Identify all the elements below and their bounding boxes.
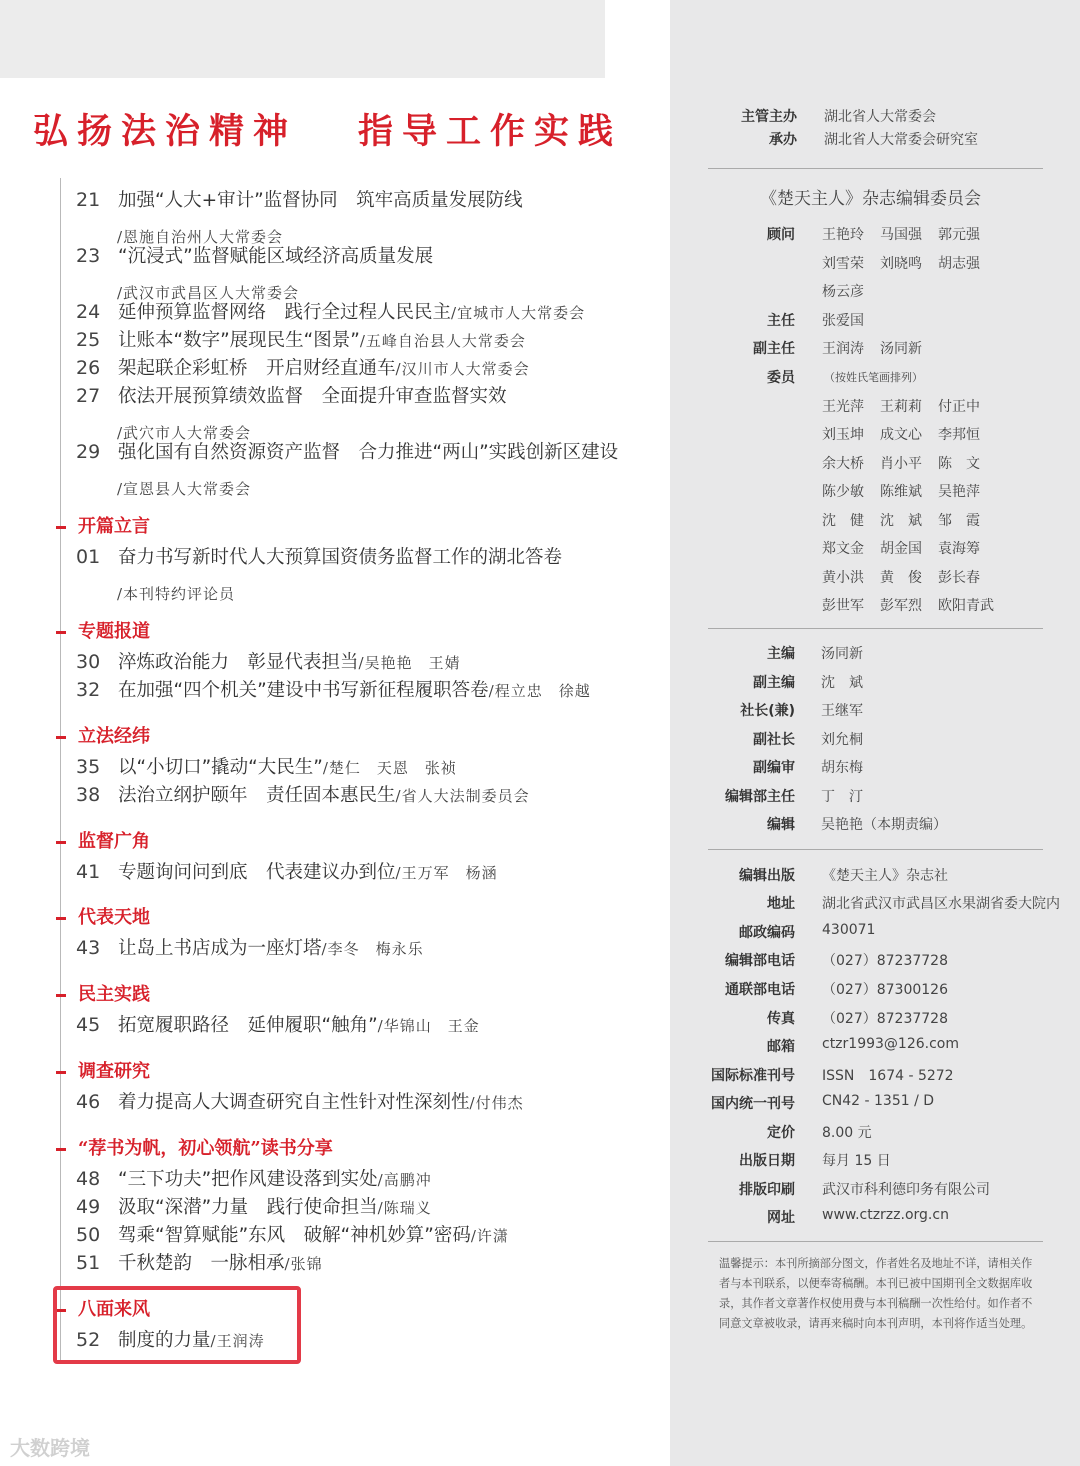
member-name: 黄 俊 [880, 570, 922, 586]
masthead-value: 湖北省武汉市武昌区水果湖省委大院内 [822, 896, 1060, 912]
masthead-value: www.ctzrzz.org.cn [822, 1207, 949, 1223]
section-heading: 调查研究 [78, 1061, 150, 1082]
board-members [822, 253, 996, 273]
toc-entry[interactable] [76, 298, 585, 326]
member-name: 李邦恒 [938, 427, 980, 443]
toc-entry[interactable] [76, 186, 523, 214]
masthead-value: 吴艳艳（本期责编） [821, 817, 947, 833]
toc-title: 拓宽履职路径 延伸履职“触角” [118, 1015, 378, 1036]
member-name: 王润涛 [822, 341, 864, 357]
toc-title: 以“小切口”撬动“大民生” [118, 757, 323, 778]
masthead-value: 胡东梅 [821, 760, 863, 776]
toc-title: 强化国有自然资源资产监督 合力推进“两山”实践创新区建设 [118, 442, 619, 463]
toc-page-number: 27 [76, 385, 101, 407]
member-name: 马国强 [880, 227, 922, 243]
section-divider [708, 628, 1043, 629]
headline-left: 弘扬法治精神 [33, 111, 298, 152]
board-members [822, 310, 880, 330]
masthead-value: 每月 15 日 [822, 1153, 891, 1169]
toc-entry[interactable] [76, 1221, 509, 1249]
masthead-label: 副主编 [753, 675, 795, 691]
section-heading: 监督广角 [78, 831, 150, 852]
board-members [822, 538, 996, 558]
section-heading: 八面来风 [78, 1299, 150, 1320]
toc-source: /楚仁 天恩 张祯 [322, 759, 457, 777]
section-heading: 立法经纬 [78, 726, 150, 747]
toc-page-number: 21 [76, 189, 101, 211]
masthead-value: 湖北省人大常委会研究室 [824, 132, 978, 148]
board-title: 《楚天主人》杂志编辑委员会 [760, 189, 981, 209]
masthead-value: 武汉市科利德印务有限公司 [822, 1182, 990, 1198]
section-heading: 代表天地 [78, 907, 150, 928]
toc-entry[interactable] [76, 1088, 524, 1116]
toc-title: 专题询问问到底 代表建议办到位 [118, 862, 396, 883]
toc-page-number: 46 [76, 1091, 101, 1113]
section-heading: 民主实践 [78, 984, 150, 1005]
toc-source: /许潇 [470, 1227, 509, 1245]
member-name: 刘晓鸣 [880, 256, 922, 272]
toc-title: 淬炼政治能力 彰显代表担当 [118, 652, 359, 673]
member-name: 袁海筹 [938, 541, 980, 557]
member-name: 陈少敏 [822, 484, 864, 500]
toc-source: /宣恩县人大常委会 [117, 480, 252, 498]
masthead-value: （027）87237728 [822, 1011, 948, 1027]
masthead-value: 汤同新 [821, 646, 863, 662]
member-name: 彭长春 [938, 570, 980, 586]
member-name: 肖小平 [880, 456, 922, 472]
member-name: 彭世军 [822, 598, 864, 614]
member-name: 付正中 [938, 399, 980, 415]
masthead-value: 沈 斌 [821, 675, 863, 691]
toc-title: 让岛上书店成为一座灯塔 [118, 938, 322, 959]
toc-source: /陈瑞义 [377, 1199, 432, 1217]
toc-source: /武汉市武昌区人大常委会 [117, 284, 300, 302]
masthead-label: 主任 [767, 313, 795, 329]
toc-entry[interactable] [76, 781, 530, 809]
masthead-label: 主编 [767, 646, 795, 662]
masthead-value: 王继军 [821, 703, 863, 719]
member-name: 王光萍 [822, 399, 864, 415]
member-name: 陈 文 [938, 456, 980, 472]
section-marker [56, 841, 66, 844]
member-name: 汤同新 [880, 341, 922, 357]
masthead-label: 副主任 [753, 341, 795, 357]
watermark-logo: 大数跨境 [10, 1436, 90, 1460]
masthead-value: 《楚天主人》杂志社 [822, 868, 948, 884]
toc-page-number: 48 [76, 1168, 101, 1190]
toc-page-number: 32 [76, 679, 101, 701]
member-name: 刘雪荣 [822, 256, 864, 272]
toc-title: 汲取“深潜”力量 践行使命担当 [118, 1197, 378, 1218]
masthead-note: （按姓氏笔画排列） [824, 371, 923, 384]
member-name: 郭元强 [938, 227, 980, 243]
toc-entry[interactable] [76, 1165, 432, 1193]
toc-source: /王润涛 [210, 1332, 265, 1350]
masthead-label: 承办 [769, 132, 797, 148]
masthead-label: 编辑 [767, 817, 795, 833]
masthead-label: 传真 [767, 1011, 795, 1027]
masthead-label: 编辑部主任 [725, 789, 795, 805]
toc-page-number: 01 [76, 546, 101, 568]
member-name: 沈 健 [822, 513, 864, 529]
board-members [822, 453, 996, 473]
toc-title: 千秋楚韵 一脉相承 [118, 1253, 285, 1274]
member-name: 胡志强 [938, 256, 980, 272]
board-members [822, 396, 996, 416]
section-marker [56, 631, 66, 634]
toc-source: /张锦 [284, 1255, 323, 1273]
masthead-value: （027）87300126 [822, 982, 948, 998]
toc-source: /付伟杰 [469, 1094, 524, 1112]
section-heading: 专题报道 [78, 621, 150, 642]
headline-right: 指导工作实践 [358, 111, 623, 152]
masthead-label: 定价 [767, 1125, 795, 1141]
masthead-value: （027）87237728 [822, 953, 948, 969]
member-name: 张爱国 [822, 313, 864, 329]
board-members [822, 567, 996, 587]
highlight-box [53, 1286, 301, 1364]
masthead-label: 出版日期 [739, 1153, 795, 1169]
board-members [822, 338, 938, 358]
section-divider [708, 168, 1043, 169]
masthead-value: 430071 [822, 922, 876, 938]
masthead-value: ISSN 1674 - 5272 [822, 1068, 954, 1084]
member-name: 王艳玲 [822, 227, 864, 243]
toc-title: “沉浸式”监督赋能区域经济高质量发展 [118, 246, 434, 267]
masthead-label: 邮政编码 [739, 925, 795, 941]
board-members [822, 224, 996, 244]
toc-source: /武穴市人大常委会 [117, 424, 252, 442]
masthead-label: 通联部电话 [725, 982, 795, 998]
toc-page-number: 23 [76, 245, 101, 267]
member-name: 杨云彦 [822, 284, 864, 300]
toc-page-number: 49 [76, 1196, 101, 1218]
masthead-label: 地址 [767, 896, 795, 912]
masthead-label: 邮箱 [767, 1039, 795, 1055]
top-gray-band [0, 0, 605, 78]
member-name: 沈 斌 [880, 513, 922, 529]
toc-entry[interactable] [76, 382, 507, 410]
toc-entry[interactable] [76, 354, 530, 382]
toc-page-number: 35 [76, 756, 101, 778]
toc-entry[interactable] [76, 858, 498, 886]
toc-entry[interactable] [76, 648, 461, 676]
toc-page-number: 43 [76, 937, 101, 959]
section-heading: 开篇立言 [78, 516, 150, 537]
board-members [822, 481, 996, 501]
toc-source: /省人大法制委员会 [395, 787, 530, 805]
toc-page-number: 26 [76, 357, 101, 379]
masthead-label: 网址 [767, 1210, 795, 1226]
masthead-label: 编辑部电话 [725, 953, 795, 969]
masthead-label: 副社长 [753, 732, 795, 748]
notice-text: 温馨提示：本刊所摘部分图文，作者姓名及地址不详，请相关作者与本刊联系，以便奉寄稿酬。本刊已被中国期刊全文数据库收录，其作者文章著作权使用费与本刊稿酬一次性给付。如作者不同意文章被收录，请再来稿时向本刊声明，本刊将作适当处理。 [719, 1257, 1033, 1330]
masthead-panel [670, 0, 1080, 1466]
masthead-value: 8.00 元 [822, 1125, 872, 1141]
masthead-value: 丁 汀 [821, 789, 863, 805]
section-marker [56, 994, 66, 997]
toc-source: /程立忠 徐越 [488, 682, 591, 700]
masthead-label: 副编审 [753, 760, 795, 776]
toc-page-number: 25 [76, 329, 101, 351]
section-divider [708, 849, 1043, 850]
masthead-label: 国内统一刊号 [711, 1096, 795, 1112]
toc-title: 依法开展预算绩效监督 全面提升审查监督实效 [118, 386, 507, 407]
board-members [822, 595, 996, 615]
masthead-label: 主管主办 [741, 109, 797, 125]
toc-entry[interactable] [76, 934, 424, 962]
masthead-label: 国际标准刊号 [711, 1068, 795, 1084]
member-name: 成文心 [880, 427, 922, 443]
toc-title: 着力提高人大调查研究自主性针对性深刻性 [118, 1092, 470, 1113]
member-name: 王莉莉 [880, 399, 922, 415]
masthead-label: 排版印刷 [739, 1182, 795, 1198]
toc-source: /恩施自治州人大常委会 [117, 228, 284, 246]
toc-title: 延伸预算监督网络 践行全过程人民民主 [118, 302, 452, 323]
toc-source: /宜城市人大常委会 [451, 304, 586, 322]
section-marker [56, 736, 66, 739]
member-name: 余大桥 [822, 456, 864, 472]
section-divider [708, 1241, 1043, 1242]
toc-entry[interactable] [76, 1193, 432, 1221]
toc-title: 在加强“四个机关”建设中书写新征程履职答卷 [118, 680, 489, 701]
toc-source: /汉川市人大常委会 [395, 360, 530, 378]
toc-title: 加强“人大+审计”监督协同 筑牢高质量发展防线 [118, 190, 523, 211]
member-name: 郑文金 [822, 541, 864, 557]
toc-entry[interactable] [76, 753, 457, 781]
toc-page-number: 50 [76, 1224, 101, 1246]
toc-page-number: 41 [76, 861, 101, 883]
toc-entry[interactable] [76, 1011, 480, 1039]
toc-title: 架起联企彩虹桥 开启财经直通车 [118, 358, 396, 379]
toc-source: /五峰自治县人大常委会 [359, 332, 526, 350]
toc-page-number: 38 [76, 784, 101, 806]
toc-vertical-rule [60, 178, 61, 1363]
toc-entry[interactable] [76, 242, 433, 270]
toc-page-number: 29 [76, 441, 101, 463]
toc-title: 奋力书写新时代人大预算国资债务监督工作的湖北答卷 [118, 547, 563, 568]
toc-page-number: 51 [76, 1252, 101, 1274]
section-marker [56, 526, 66, 529]
board-members [822, 510, 996, 530]
toc-entry[interactable] [76, 543, 562, 571]
toc-entry[interactable] [76, 676, 591, 704]
member-name: 彭军烈 [880, 598, 922, 614]
toc-page-number: 24 [76, 301, 101, 323]
toc-source: /李冬 梅永乐 [321, 940, 424, 958]
toc-title: 让账本“数字”展现民生“图景” [118, 330, 360, 351]
toc-title: 驾乘“智算赋能”东风 破解“神机妙算”密码 [118, 1225, 471, 1246]
masthead-value: 刘允桐 [821, 732, 863, 748]
section-heading: “荐书为帆，初心领航”读书分享 [78, 1138, 333, 1159]
toc-entry[interactable] [76, 326, 526, 354]
member-name: 胡金国 [880, 541, 922, 557]
member-name: 邹 霞 [938, 513, 980, 529]
toc-source: /高鹏冲 [377, 1171, 432, 1189]
member-name: 陈维斌 [880, 484, 922, 500]
masthead-label: 编辑出版 [739, 868, 795, 884]
section-marker [56, 1148, 66, 1151]
member-name: 刘玉坤 [822, 427, 864, 443]
section-marker [56, 1071, 66, 1074]
masthead-value: CN42 - 1351 / D [822, 1093, 935, 1109]
toc-entry[interactable] [76, 1249, 323, 1277]
member-name: 欧阳青武 [938, 598, 994, 614]
toc-source: /本刊特约评论员 [117, 585, 236, 603]
toc-source: /王万军 杨涵 [395, 864, 498, 882]
toc-page-number: 52 [76, 1329, 101, 1351]
masthead-value: 湖北省人大常委会 [824, 109, 936, 125]
toc-source: /吴艳艳 王婧 [358, 654, 461, 672]
masthead-label: 顾问 [767, 227, 795, 243]
section-marker [56, 917, 66, 920]
masthead-label: 委员 [767, 370, 795, 386]
toc-source: /华锦山 王金 [377, 1017, 480, 1035]
toc-title: 法治立纲护颐年 责任固本惠民生 [118, 785, 396, 806]
toc-page-number: 30 [76, 651, 101, 673]
board-members [822, 424, 996, 444]
masthead-label: 社长(兼) [740, 703, 795, 719]
toc-title: 制度的力量 [118, 1330, 211, 1351]
member-name: 黄小洪 [822, 570, 864, 586]
board-members [822, 281, 880, 301]
member-name: 吴艳萍 [938, 484, 980, 500]
toc-title: “三下功夫”把作风建设落到实处 [118, 1169, 378, 1190]
masthead-value: ctzr1993@126.com [822, 1036, 959, 1052]
toc-entry[interactable] [76, 438, 618, 466]
toc-page-number: 45 [76, 1014, 101, 1036]
